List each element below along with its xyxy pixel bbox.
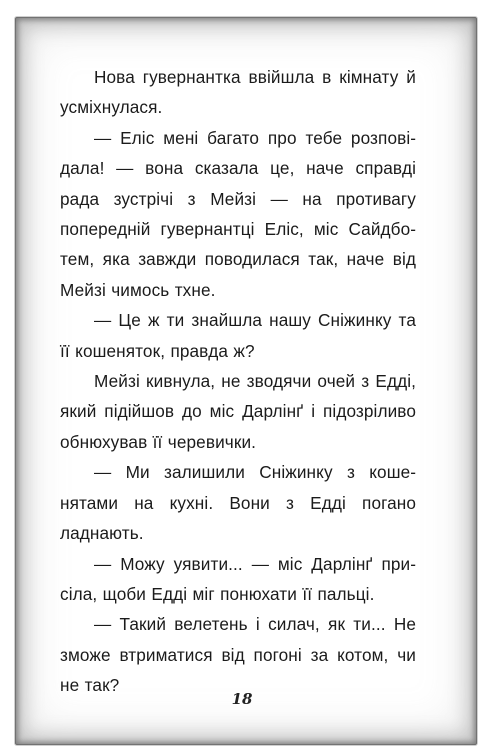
paragraph: Мейзі кивнула, не зводячи очей з Едді, який підійшов до міс Дарлінґ і підозріливо обнюхував її черевички.: [60, 371, 416, 452]
paragraph: — Такий велетень і силач, як ти... Не зможе втриматися від погоні за котом, чи не так?: [60, 614, 416, 696]
paragraph: Нова гувернантка ввійшла в кімнату й усміхнулася.: [60, 67, 416, 118]
page-text: [60, 62, 416, 701]
paragraph: — Еліс мені багато про тебе розповідала! — вона сказала це, наче справді рада зустрічі з Мейзі — на противагу попередній гувернантці Еліс, міс Сайдботем, яка завжди поводилася так, наче від Мейзі чимось тхне.: [60, 127, 416, 300]
page-number: 18: [231, 690, 253, 708]
paragraph: — Можу уявити... — міс Дарлінґ присіла, щоби Едді міг понюхати її пальці.: [60, 553, 416, 604]
paragraph: — Це ж ти знайшла нашу Сніжинку та її кошеняток, правда ж?: [60, 310, 416, 361]
paragraph: — Ми залишили Сніжинку з кошенятами на кухні. Вони з Едді погано ладнають.: [60, 462, 416, 544]
